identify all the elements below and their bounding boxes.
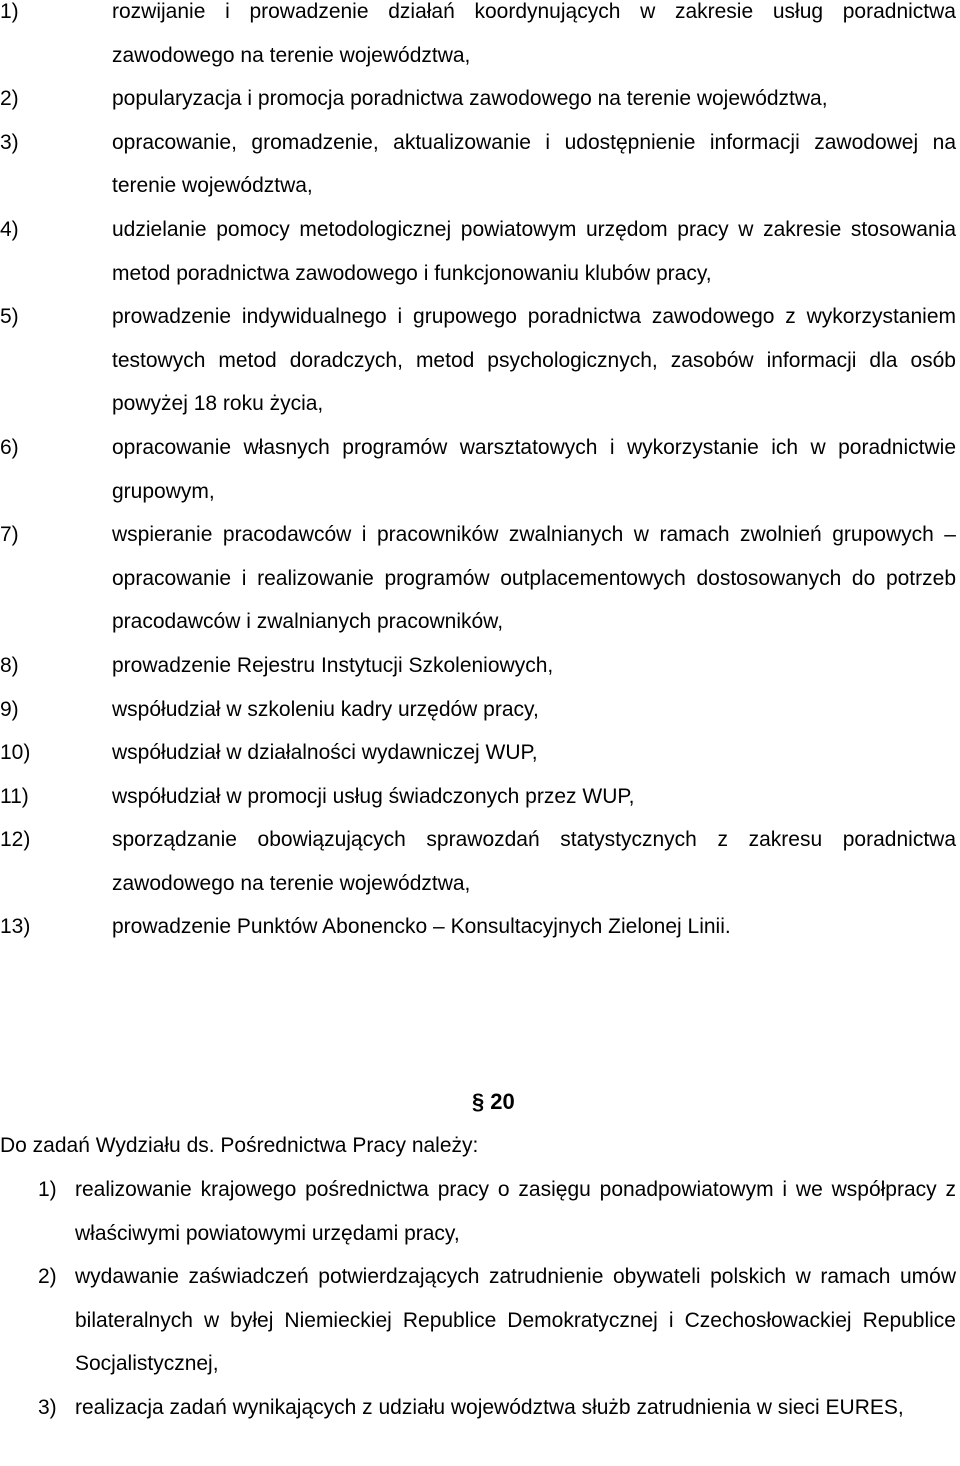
- list-item: [0, 295, 956, 426]
- list-item: [0, 77, 956, 121]
- list-item: [0, 1386, 956, 1430]
- list-item: [0, 731, 956, 775]
- section-symbol: §: [472, 1089, 485, 1114]
- list-item-text: rozwijanie i prowadzenie działań koordynujących w zakresie usług poradnictwa zawodowego na terenie województwa,: [112, 0, 956, 67]
- list-item-number: 1): [38, 1178, 57, 1201]
- list-item: [0, 0, 956, 77]
- list-item-number: 6): [0, 435, 19, 459]
- list-item-text: wydawanie zaświadczeń potwierdzających zatrudnienie obywateli polskich w ramach umów bilateralnych w byłej Niemieckiej Republice Demokratycznej i Czechosłowackiej Republice Socjalistycznej,: [75, 1265, 956, 1376]
- list-item-number: 8): [0, 653, 19, 677]
- list-item-number: 10): [0, 741, 31, 765]
- section-heading: [472, 1087, 515, 1117]
- list-item-number: 7): [0, 523, 19, 547]
- list-item-number: 13): [0, 915, 31, 939]
- list-item-text: wspieranie pracodawców i pracowników zwalnianych w ramach zwolnień grupowych – opracowanie i realizowanie programów outplacementowych dostosowanych do potrzeb pracodawców i zwalnianych pracowników,: [112, 523, 956, 634]
- list-item: [0, 121, 956, 208]
- list-item: [0, 1168, 956, 1255]
- list-item: [0, 818, 956, 905]
- list-item-number: 5): [0, 305, 19, 329]
- list-item-text: popularyzacja i promocja poradnictwa zawodowego na terenie województwa,: [112, 87, 828, 111]
- list-item-text: realizowanie krajowego pośrednictwa pracy o zasięgu ponadpowiatowym i we współpracy z właściwymi powiatowymi urzędami pracy,: [75, 1178, 956, 1245]
- list-item-number: 4): [0, 217, 19, 241]
- list-item: [0, 426, 956, 513]
- duties-list-posrednictwo: [0, 1168, 956, 1430]
- list-item-text: sporządzanie obowiązujących sprawozdań statystycznych z zakresu poradnictwa zawodowego na terenie województwa,: [112, 828, 956, 895]
- list-item: [0, 688, 956, 732]
- list-item: [0, 1255, 956, 1386]
- list-item: [0, 513, 956, 644]
- list-item: [0, 208, 956, 295]
- list-item: [0, 644, 956, 688]
- list-item-number: 2): [0, 87, 19, 111]
- list-item-number: 12): [0, 828, 31, 852]
- list-item-number: 11): [0, 784, 29, 808]
- list-item-text: prowadzenie indywidualnego i grupowego poradnictwa zawodowego z wykorzystaniem testowych metod doradczych, metod psychologicznych, zasobów informacji dla osób powyżej 18 roku życia,: [112, 305, 956, 416]
- list-item-number: 9): [0, 697, 19, 721]
- list-item: [0, 775, 956, 819]
- list-item-text: opracowanie, gromadzenie, aktualizowanie i udostępnienie informacji zawodowej na terenie województwa,: [112, 130, 956, 198]
- list-item-number: 3): [0, 130, 19, 154]
- list-item-number: 1): [0, 0, 19, 23]
- list-item-text: realizacja zadań wynikających z udziału województwa służb zatrudnienia w sieci EURES,: [75, 1395, 904, 1419]
- list-item-text: prowadzenie Rejestru Instytucji Szkoleniowych,: [112, 653, 554, 677]
- list-item-text: opracowanie własnych programów warsztatowych i wykorzystanie ich w poradnictwie grupowym,: [112, 435, 956, 503]
- section-intro: Do zadań Wydziału ds. Pośrednictwa Pracy należy:: [0, 1134, 479, 1157]
- list-item-text: prowadzenie Punktów Abonencko – Konsultacyjnych Zielonej Linii.: [112, 915, 731, 939]
- list-item: [0, 905, 956, 949]
- list-item-number: 3): [38, 1395, 57, 1419]
- list-item-text: udzielanie pomocy metodologicznej powiatowym urzędom pracy w zakresie stosowania metod poradnictwa zawodowego i funkcjonowaniu klubów pracy,: [112, 217, 956, 285]
- section-number: 20: [490, 1089, 515, 1114]
- list-item-text: współudział w szkoleniu kadry urzędów pracy,: [112, 697, 539, 721]
- list-item-text: współudział w działalności wydawniczej WUP,: [112, 741, 538, 765]
- list-item-number: 2): [38, 1265, 57, 1289]
- list-item-text: współudział w promocji usług świadczonych przez WUP,: [112, 784, 635, 808]
